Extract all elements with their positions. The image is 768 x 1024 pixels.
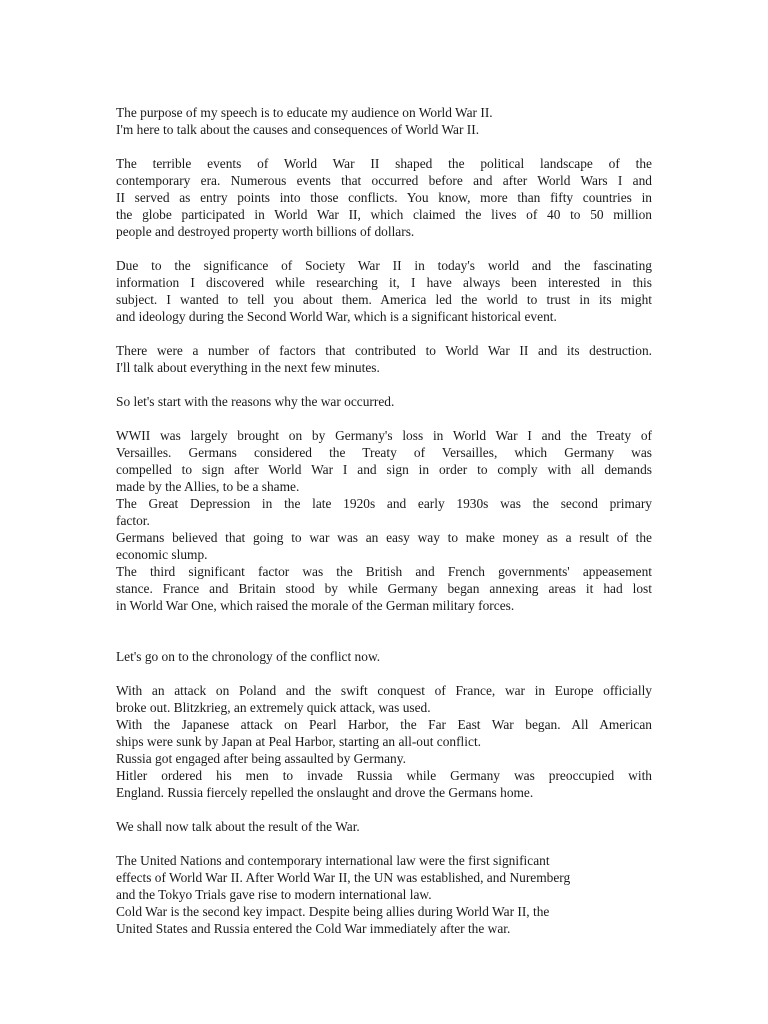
- text-line: The terrible events of World War II shaped the political landscape of the: [116, 156, 652, 171]
- factors-paragraph: [116, 342, 652, 376]
- text-line: Russia got engaged after being assaulted by Germany.: [116, 751, 406, 766]
- significance-paragraph: [116, 257, 652, 325]
- text-line: information I discovered while researching it, I have always been interested in this: [116, 275, 652, 290]
- text-line: Germans believed that going to war was an easy way to make money as a result of the: [116, 530, 652, 545]
- text-line: and the Tokyo Trials gave rise to modern international law.: [116, 887, 432, 902]
- text-line: Let's go on to the chronology of the conflict now.: [116, 649, 381, 664]
- text-line: broke out. Blitzkrieg, an extremely quick attack, was used.: [116, 700, 431, 715]
- text-line: stance. France and Britain stood by while Germany began annexing areas it had lost: [116, 581, 652, 596]
- text-line: United States and Russia entered the Cold War immediately after the war.: [116, 921, 511, 936]
- text-line: The Great Depression in the late 1920s and early 1930s was the second primary: [116, 496, 652, 511]
- terrible-events-paragraph: [116, 155, 652, 240]
- causes-paragraph: [116, 427, 652, 614]
- text-line: compelled to sign after World War I and sign in order to comply with all demands: [116, 462, 652, 477]
- text-line: England. Russia fiercely repelled the onslaught and drove the Germans home.: [116, 785, 534, 800]
- result-intro-paragraph: [116, 818, 652, 835]
- text-line: economic slump.: [116, 547, 208, 562]
- text-line: and ideology during the Second World War, which is a significant historical event.: [116, 309, 557, 324]
- result-paragraph: [116, 852, 652, 937]
- text-line: There were a number of factors that contributed to World War II and its destruction.: [116, 343, 652, 358]
- text-line: Due to the significance of Society War II in today's world and the fascinating: [116, 258, 652, 273]
- text-line: The United Nations and contemporary international law were the first significant: [116, 853, 550, 868]
- text-line: Cold War is the second key impact. Despite being allies during World War II, the: [116, 904, 550, 919]
- text-line: I'm here to talk about the causes and consequences of World War II.: [116, 122, 480, 137]
- text-line: With an attack on Poland and the swift conquest of France, war in Europe officially: [116, 683, 652, 698]
- text-line: people and destroyed property worth billions of dollars.: [116, 224, 415, 239]
- text-line: I'll talk about everything in the next few minutes.: [116, 360, 380, 375]
- text-line: So let's start with the reasons why the war occurred.: [116, 394, 395, 409]
- text-line: Versailles. Germans considered the Treaty of Versailles, which Germany was: [116, 445, 652, 460]
- text-line: made by the Allies, to be a shame.: [116, 479, 300, 494]
- text-line: The purpose of my speech is to educate my audience on World War II.: [116, 105, 493, 120]
- text-line: in World War One, which raised the morale of the German military forces.: [116, 598, 515, 613]
- text-line: contemporary era. Numerous events that occurred before and after World Wars I and: [116, 173, 652, 188]
- text-line: The third significant factor was the British and French governments' appeasement: [116, 564, 652, 579]
- text-line: ships were sunk by Japan at Peal Harbor, starting an all-out conflict.: [116, 734, 482, 749]
- chronology-paragraph: [116, 682, 652, 801]
- text-line: subject. I wanted to tell you about them. America led the world to trust in its might: [116, 292, 652, 307]
- text-line: We shall now talk about the result of the War.: [116, 819, 360, 834]
- start-paragraph: [116, 393, 652, 410]
- chronology-intro-paragraph: [116, 648, 652, 665]
- text-line: II served as entry points into those conflicts. You know, more than fifty countries in: [116, 190, 652, 205]
- text-line: WWII was largely brought on by Germany's loss in World War I and the Treaty of: [116, 428, 652, 443]
- text-line: factor.: [116, 513, 150, 528]
- text-line: the globe participated in World War II, which claimed the lives of 40 to 50 million: [116, 207, 652, 222]
- text-line: Hitler ordered his men to invade Russia while Germany was preoccupied with: [116, 768, 652, 783]
- text-line: effects of World War II. After World War II, the UN was established, and Nuremberg: [116, 870, 571, 885]
- intro-paragraph: [116, 104, 652, 138]
- text-line: With the Japanese attack on Pearl Harbor, the Far East War began. All American: [116, 717, 652, 732]
- document-page: [116, 104, 652, 954]
